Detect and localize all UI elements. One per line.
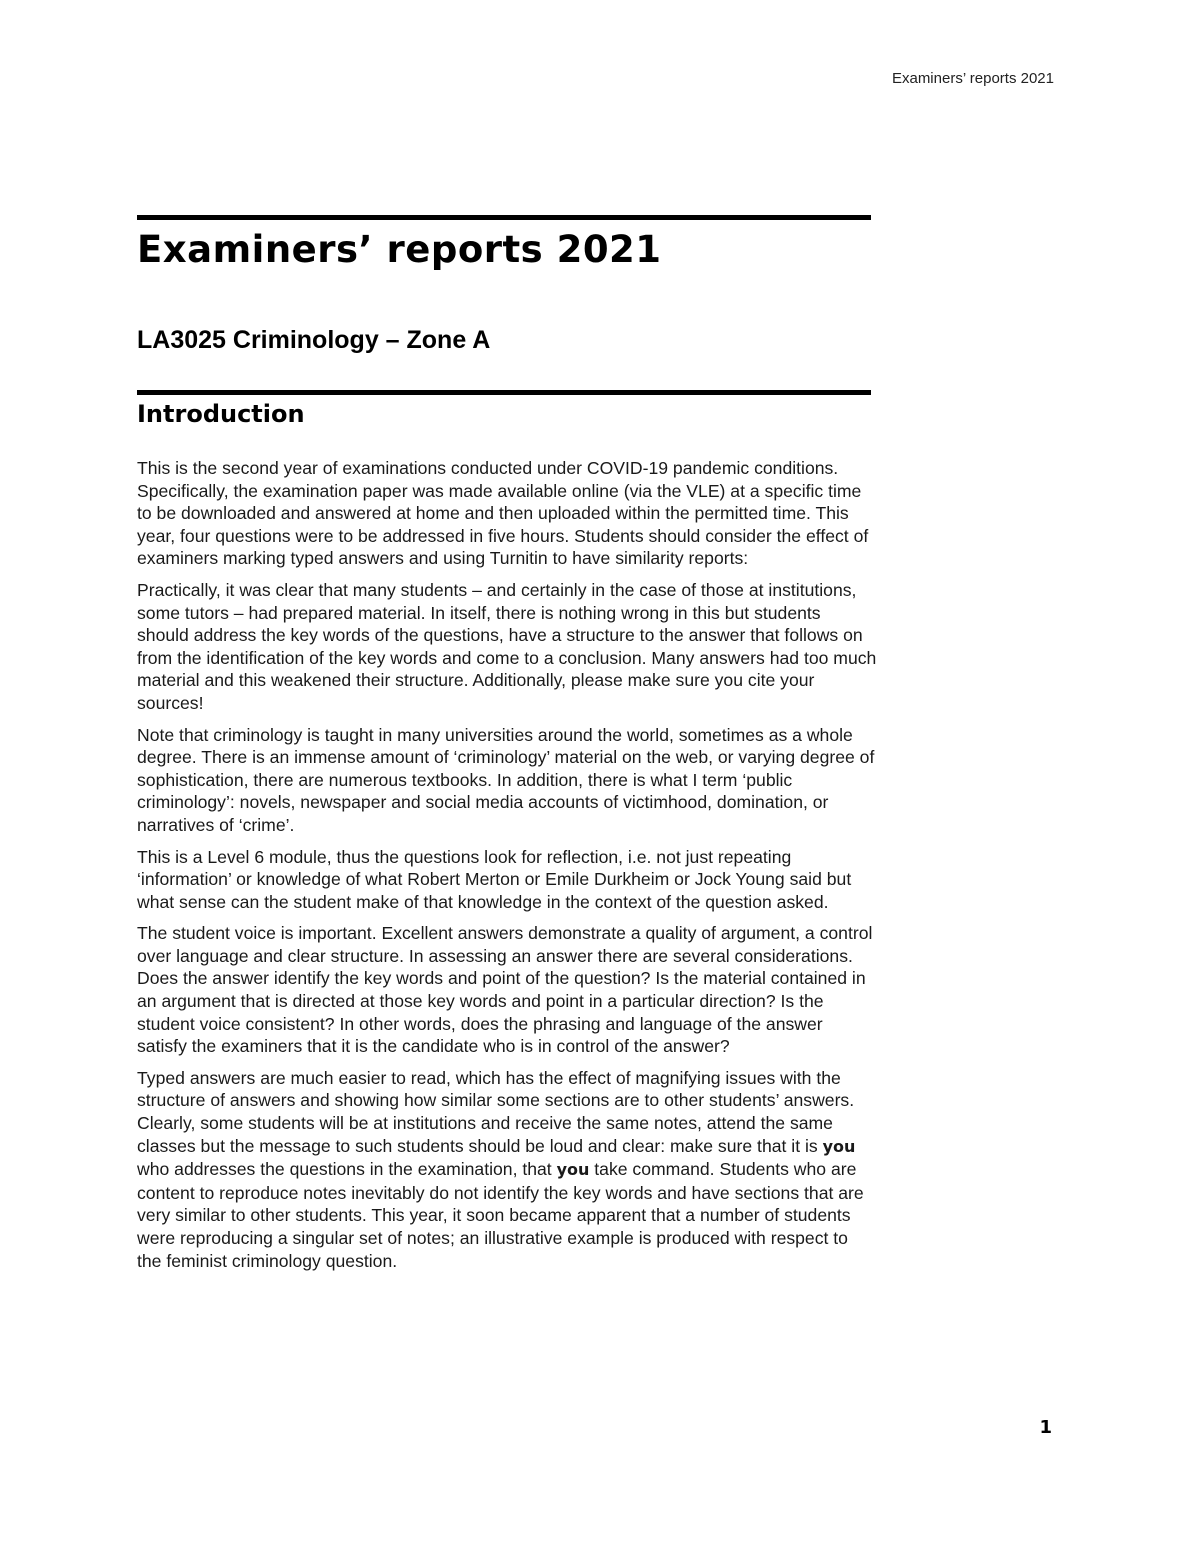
paragraph-2: Practically, it was clear that many students – and certainly in the case of those at institutions, some tutors – had prepared material. In itself, there is nothing wrong in this but students should address the key words of the questions, have a structure to the answer that follows on from the identification of the key words and come to a conclusion. Many answers had too much material and this weakened their structure. Additionally, please make sure you cite your sources! bbox=[137, 579, 877, 713]
paragraph-6-text-b: who addresses the questions in the examination, that bbox=[137, 1159, 557, 1180]
introduction-body bbox=[137, 457, 877, 1281]
section-heading-introduction: Introduction bbox=[137, 400, 305, 428]
page-number: 1 bbox=[1039, 1417, 1052, 1438]
paragraph-5: The student voice is important. Excellent answers demonstrate a quality of argument, a control over language and clear structure. In assessing an answer there are several considerations. Does the answer identify the key words and point of the question? Is the material contained in an argument that is directed at those key words and point in a particular direction? Is the student voice consistent? In other words, does the phrasing and language of the answer satisfy the examiners that it is the candidate who is in control of the answer? bbox=[137, 923, 873, 1057]
page-title: Examiners’ reports 2021 bbox=[137, 228, 662, 271]
paragraph-6-text-a: Typed answers are much easier to read, which has the effect of magnifying issues with the structure of answers and showing how similar some sections are to other students’ answers. Clearly, some students will be at institutions and receive the same notes, attend the same classes but the message to such students should be loud and clear: make sure that it is bbox=[137, 1067, 855, 1156]
paragraph-4: This is a Level 6 module, thus the questions look for reflection, i.e. not just repeating ‘information’ or knowledge of what Robert Merton or Emile Durkheim or Jock Young said but what sense can the student make of that knowledge in the context of the question asked. bbox=[137, 846, 852, 912]
paragraph-6-text-c: take command. Students who are content to reproduce notes inevitably do not identify the key words and have sections that are very similar to other students. This year, it soon became apparent that a number of students were reproducing a singular set of notes; an illustrative example is produced with respect to the feminist criminology question. bbox=[137, 1159, 864, 1271]
running-header: Examiners’ reports 2021 bbox=[891, 70, 1054, 87]
title-top-rule bbox=[137, 215, 871, 220]
paragraph-1: This is the second year of examinations conducted under COVID-19 pandemic conditions. Specifically, the examination paper was made available online (via the VLE) at a specific time to be downloaded and answered at home and then uploaded within the permitted time. This year, four questions were to be addressed in five hours. Students should consider the effect of examiners marking typed answers and using Turnitin to have similarity reports: bbox=[137, 458, 869, 569]
paragraph-6 bbox=[137, 1067, 877, 1272]
module-subtitle: LA3025 Criminology – Zone A bbox=[137, 326, 491, 354]
emphasis-you-1: you bbox=[822, 1136, 856, 1156]
paragraph-3: Note that criminology is taught in many universities around the world, sometimes as a whole degree. There is an immense amount of ‘criminology’ material on the web, or varying degree of sophistication, there are numerous textbooks. In addition, there is what I term ‘public criminology’: novels, newspaper and social media accounts of victimhood, domination, or narratives of ‘crime’. bbox=[137, 724, 875, 835]
emphasis-you-2: you bbox=[556, 1160, 590, 1180]
title-bottom-rule bbox=[137, 390, 871, 395]
